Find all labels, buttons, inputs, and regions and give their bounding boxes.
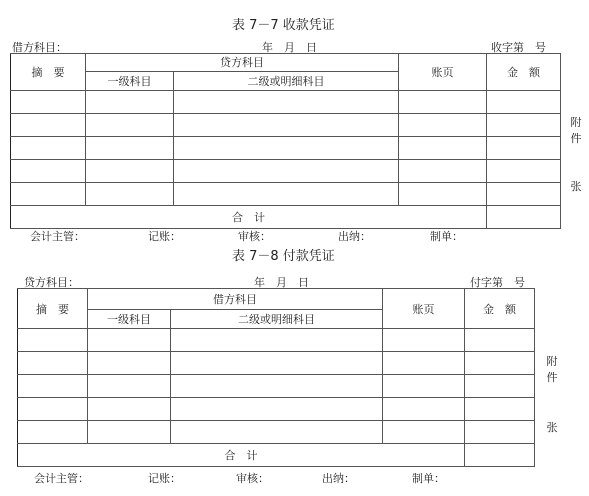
level2-cell[interactable]: [174, 160, 399, 183]
summary-cell[interactable]: [18, 375, 88, 398]
level2-cell[interactable]: [171, 352, 383, 375]
summary-cell[interactable]: [18, 352, 88, 375]
payment-total-label: 合 计: [18, 444, 465, 467]
summary-cell[interactable]: [18, 421, 88, 444]
payment-debit-account-header: 借方科目: [88, 289, 383, 310]
payment-voucher-number-label: 付字第 号: [470, 276, 525, 289]
amount-cell[interactable]: [465, 375, 535, 398]
payment-signature-reviewer: 审核：: [236, 472, 269, 485]
payment-header-row-1: [18, 289, 535, 310]
receipt-credit-account-header: 贷方科目: [86, 54, 399, 72]
amount-cell[interactable]: [465, 398, 535, 421]
level1-cell[interactable]: [88, 421, 171, 444]
table-row: [18, 352, 535, 375]
receipt-amount-header: 金 额: [487, 54, 561, 91]
level1-cell[interactable]: [88, 352, 171, 375]
receipt-voucher-number-label: 收字第 号: [491, 41, 546, 54]
level2-cell[interactable]: [171, 398, 383, 421]
payment-signature-cashier: 出纳：: [322, 472, 355, 485]
level2-cell[interactable]: [171, 421, 383, 444]
receipt-voucher-table: [10, 53, 561, 229]
ledger-page-cell[interactable]: [399, 91, 487, 114]
level1-cell[interactable]: [88, 329, 171, 352]
summary-cell[interactable]: [11, 160, 86, 183]
summary-cell[interactable]: [18, 398, 88, 421]
total-row: [18, 444, 535, 467]
summary-cell[interactable]: [18, 329, 88, 352]
amount-cell[interactable]: [487, 183, 561, 206]
amount-cell[interactable]: [465, 352, 535, 375]
amount-cell[interactable]: [465, 329, 535, 352]
payment-level1-account-header: 一级科目: [88, 309, 171, 328]
level2-cell[interactable]: [171, 375, 383, 398]
receipt-signature-cashier: 出纳：: [338, 230, 371, 243]
payment-voucher-title: 表 7－8 付款凭证: [232, 249, 335, 264]
level1-cell[interactable]: [88, 375, 171, 398]
ledger-page-cell[interactable]: [383, 352, 465, 375]
ledger-page-cell[interactable]: [399, 160, 487, 183]
payment-attachment-label: 附: [546, 355, 558, 368]
receipt-total-amount-cell[interactable]: [487, 206, 561, 229]
ledger-page-cell[interactable]: [383, 421, 465, 444]
ledger-page-cell[interactable]: [383, 398, 465, 421]
receipt-level1-account-header: 一级科目: [86, 71, 174, 90]
level2-cell[interactable]: [174, 114, 399, 137]
payment-level2-account-header: 二级或明细科目: [171, 309, 383, 328]
receipt-ledger-page-header: 账页: [399, 54, 487, 91]
amount-cell[interactable]: [487, 137, 561, 160]
receipt-date-label: 年 月 日: [262, 41, 317, 54]
ledger-page-cell[interactable]: [399, 137, 487, 160]
receipt-voucher-title: 表 7－7 收款凭证: [232, 18, 335, 33]
payment-credit-account-label: 贷方科目：: [24, 276, 79, 289]
table-row: [11, 91, 561, 114]
table-row: [18, 329, 535, 352]
payment-signature-bookkeeper: 记账：: [148, 472, 181, 485]
payment-summary-header: 摘 要: [18, 289, 88, 329]
amount-cell[interactable]: [465, 421, 535, 444]
level1-cell[interactable]: [86, 114, 174, 137]
receipt-signature-chief-accountant: 会计主管：: [30, 230, 85, 243]
level1-cell[interactable]: [86, 160, 174, 183]
receipt-summary-header: 摘 要: [11, 54, 86, 91]
level1-cell[interactable]: [86, 183, 174, 206]
payment-attachment-label: 张: [546, 421, 558, 434]
amount-cell[interactable]: [487, 114, 561, 137]
receipt-total-label: 合 计: [11, 206, 487, 229]
payment-date-label: 年 月 日: [254, 276, 309, 289]
level2-cell[interactable]: [171, 329, 383, 352]
ledger-page-cell[interactable]: [383, 329, 465, 352]
table-row: [18, 421, 535, 444]
receipt-signature-preparer: 制单：: [430, 230, 463, 243]
payment-signature-chief-accountant: 会计主管：: [34, 472, 89, 485]
level1-cell[interactable]: [86, 137, 174, 160]
summary-cell[interactable]: [11, 183, 86, 206]
receipt-debit-account-label: 借方科目：: [12, 41, 67, 54]
ledger-page-cell[interactable]: [399, 114, 487, 137]
receipt-attachment-label: 张: [570, 180, 582, 193]
level1-cell[interactable]: [88, 398, 171, 421]
receipt-attachment-label: 件: [570, 132, 582, 145]
level1-cell[interactable]: [86, 91, 174, 114]
payment-total-amount-cell[interactable]: [465, 444, 535, 467]
receipt-signature-reviewer: 审核：: [238, 230, 271, 243]
summary-cell[interactable]: [11, 91, 86, 114]
payment-attachment-label: 件: [546, 371, 558, 384]
summary-cell[interactable]: [11, 114, 86, 137]
ledger-page-cell[interactable]: [383, 375, 465, 398]
level2-cell[interactable]: [174, 183, 399, 206]
table-row: [11, 137, 561, 160]
summary-cell[interactable]: [11, 137, 86, 160]
total-row: [11, 206, 561, 229]
receipt-level2-account-header: 二级或明细科目: [174, 71, 399, 90]
receipt-header-row-1: [11, 54, 561, 72]
table-row: [11, 183, 561, 206]
amount-cell[interactable]: [487, 91, 561, 114]
table-row: [18, 398, 535, 421]
receipt-attachment-label: 附: [570, 116, 582, 129]
payment-signature-preparer: 制单：: [412, 472, 445, 485]
payment-voucher-table: [17, 288, 535, 467]
table-row: [18, 375, 535, 398]
payment-ledger-page-header: 账页: [383, 289, 465, 329]
level2-cell[interactable]: [174, 91, 399, 114]
ledger-page-cell[interactable]: [399, 183, 487, 206]
table-row: [11, 114, 561, 137]
level2-cell[interactable]: [174, 137, 399, 160]
table-row: [11, 160, 561, 183]
receipt-signature-bookkeeper: 记账：: [148, 230, 181, 243]
payment-amount-header: 金 额: [465, 289, 535, 329]
amount-cell[interactable]: [487, 160, 561, 183]
